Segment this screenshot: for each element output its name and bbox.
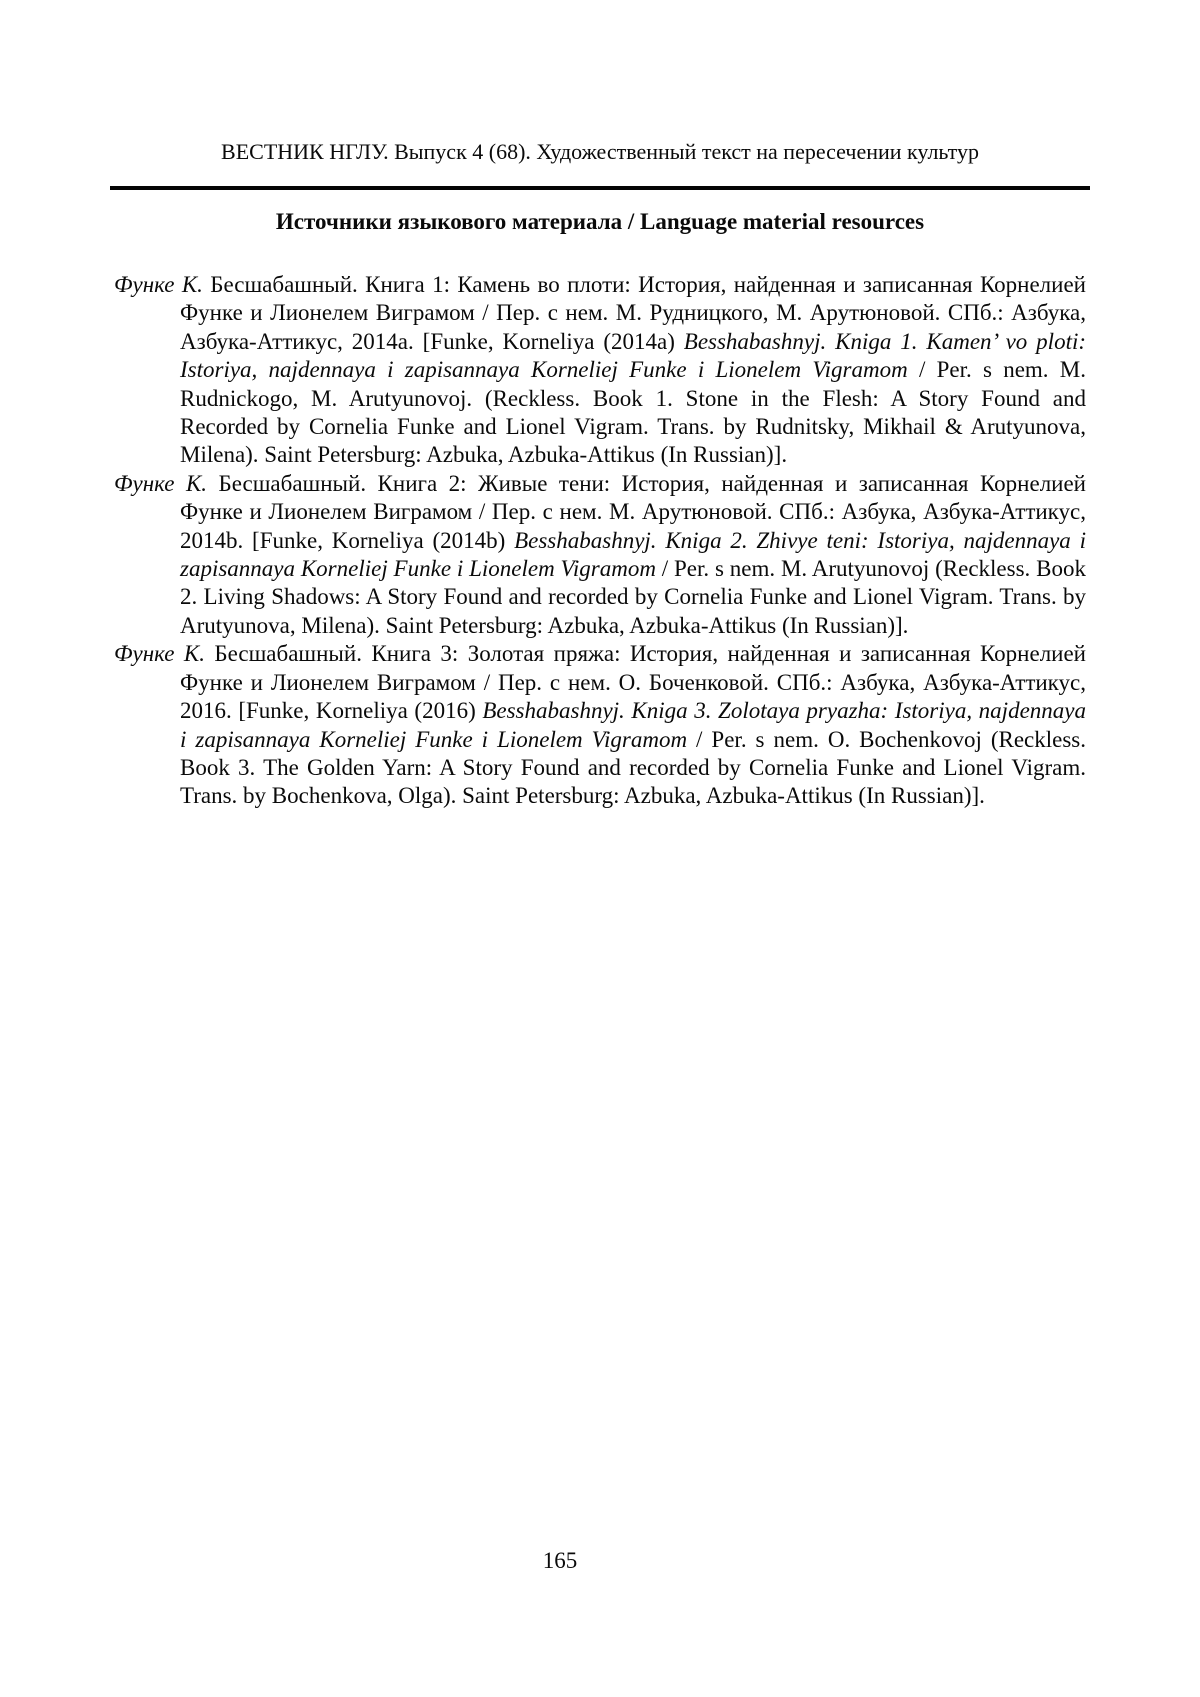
reference-entry xyxy=(114,470,1086,640)
page-number: 165 xyxy=(542,1548,578,1573)
reference-entry xyxy=(114,271,1086,470)
entry-english-citation: / Per. s nem. M. Arutyunovoj (Reckless. Book 2. Living Shadows: A Story Found and recorded by Cornelia Funke and Lionel Vigram. Trans. by Arutyunova, Milena). Saint Petersburg: Azbuka, Azbuka-Attikus (In Russian)]. xyxy=(180,556,1086,638)
entry-transliterated-title: Besshabashnyj. Kniga 2. Zhivye teni: Istoriya, najdennaya i zapisannaya Korneliej Funke i Lionelem Vigramom xyxy=(180,527,1086,582)
section-title: Источники языкового материала / Language material resources xyxy=(275,209,925,234)
entry-author: Функе К. xyxy=(114,272,203,297)
entry-transliterated-title: Besshabashnyj. Kniga 3. Zolotaya pryazha: Istoriya, najdennaya i zapisannaya Korneliej Funke i Lionelem Vigramom xyxy=(180,698,1086,752)
entry-russian-citation: Бесшабашный. Книга 2: Живые тени: История, найденная и записанная Корнелией Функе и Лионелем Виграмом / Пер. с нем. М. Арутюновой. СПб.: Азбука, Азбука-Аттикус, 2014b. [Funke, Korneliya (2014b) xyxy=(180,470,1086,553)
running-header: ВЕСТНИК НГЛУ. Выпуск 4 (68). Художественный текст на пересечении культур xyxy=(221,139,979,164)
entry-author: Функе К. xyxy=(114,641,205,667)
reference-entry xyxy=(114,640,1086,810)
entry-transliterated-title: Besshabashnyj. Kniga 1. Kamen’ vo ploti: Istoriya, najdennaya i zapisannaya Korneliej Funke i Lionelem Vigramom xyxy=(180,328,1087,383)
entry-russian-citation: Бесшабашный. Книга 1: Камень во плоти: История, найденная и записанная Корнелией Функе и Лионелем Виграмом / Пер. с нем. М. Рудницкого, М. Арутюновой. СПб.: Азбука, Азбука-Аттикус, 2014a. [Funke, Korneliya (2014a) xyxy=(180,272,1086,354)
header-rule xyxy=(110,186,1090,190)
entry-russian-citation: Бесшабашный. Книга 3: Золотая пряжа: История, найденная и записанная Корнелией Функе и Лионелем Виграмом / Пер. с нем. О. Боченковой. СПб.: Азбука, Азбука-Аттикус, 2016. [Funke, Korneliya (2016) xyxy=(180,641,1086,724)
references-list xyxy=(114,271,1086,811)
entry-english-citation: / Per. s nem. M. Rudnickogo, M. Arutyunovoj. (Reckless. Book 1. Stone in the Flesh: A Story Found and Recorded by Cornelia Funke and Lionel Vigram. Trans. by Rudnitsky, Mikhail & Arutyunova, Milena). Saint Petersburg: Azbuka, Azbuka-Attikus (In Russian)]. xyxy=(180,357,1087,468)
entry-english-citation: / Per. s nem. O. Bochenkovoj (Reckless. Book 3. The Golden Yarn: A Story Found and recorded by Cornelia Funke and Lionel Vigram. Trans. by Bochenkova, Olga). Saint Petersburg: Azbuka, Azbuka-Attikus (In Russian)]. xyxy=(180,726,1086,809)
entry-author: Функе К. xyxy=(114,470,208,496)
